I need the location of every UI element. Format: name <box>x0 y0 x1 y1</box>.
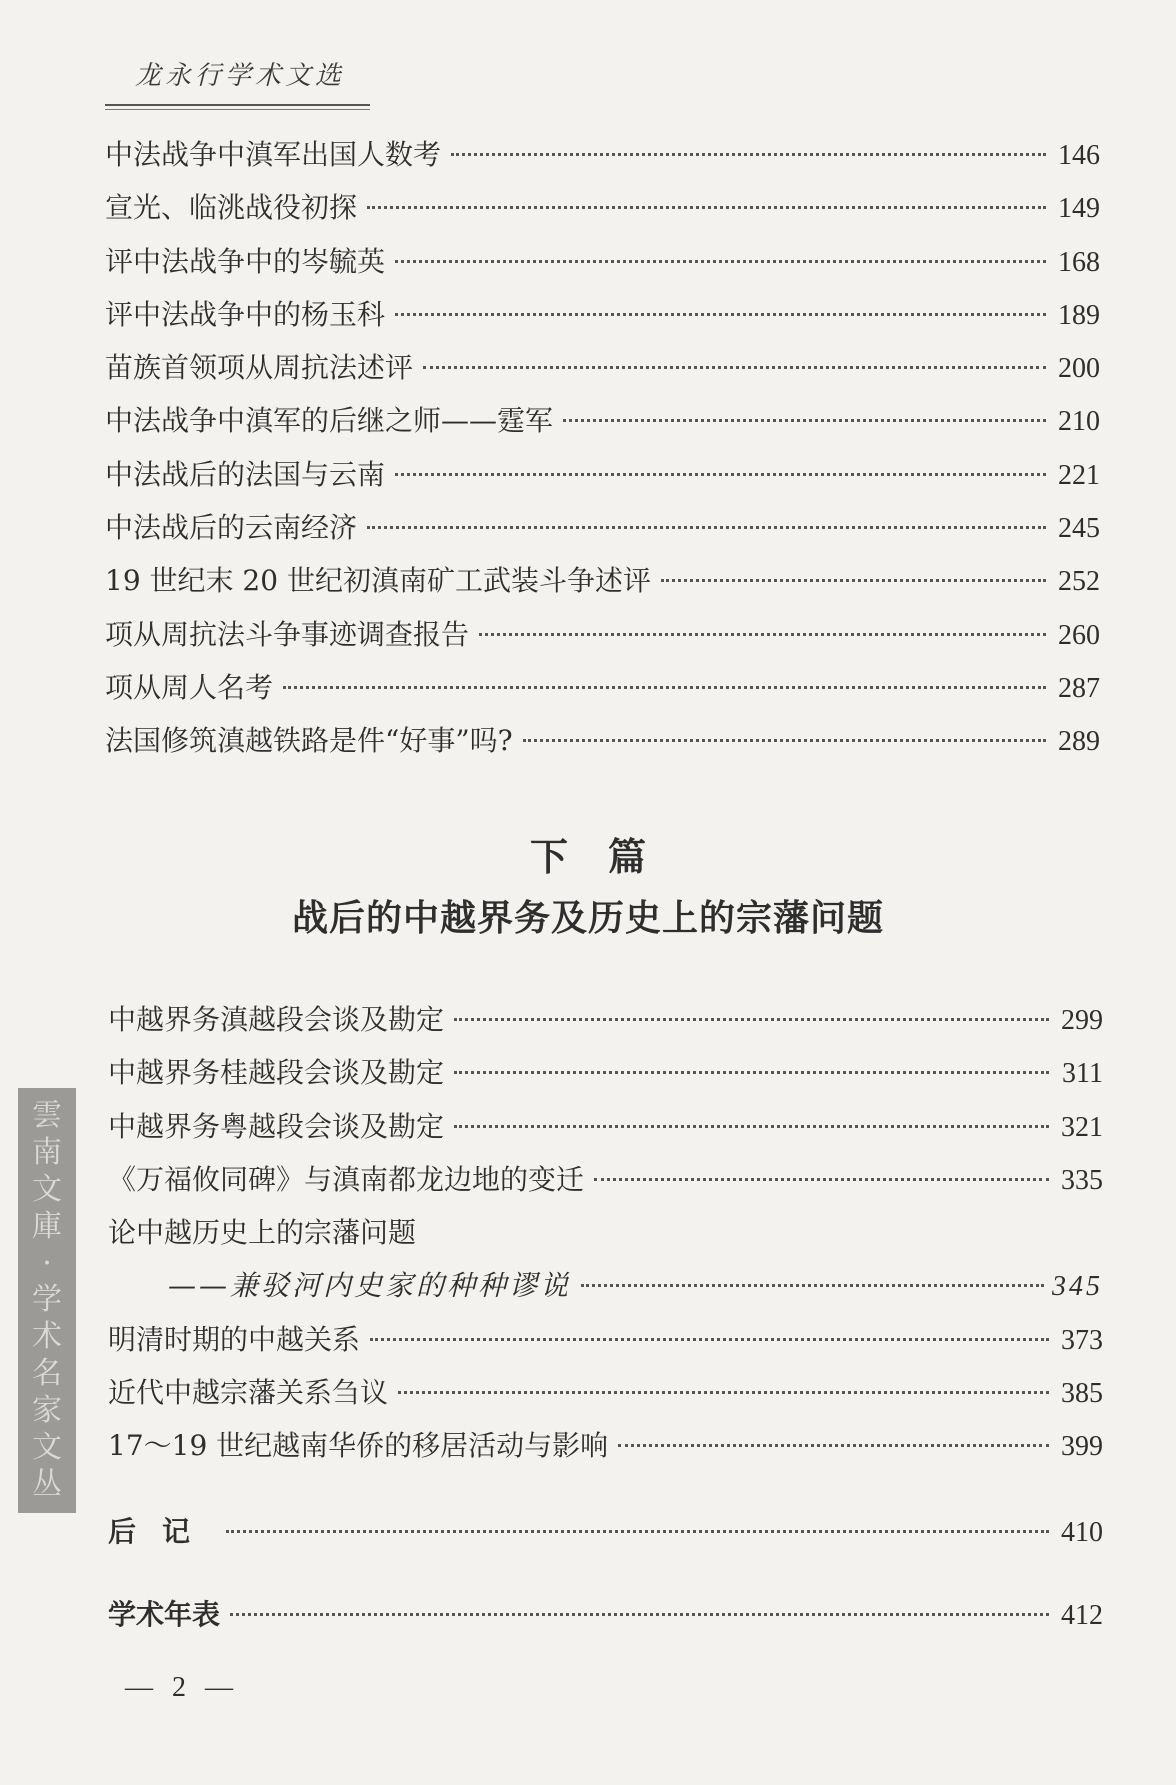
leader-dots <box>523 739 1046 742</box>
toc-entry[interactable] <box>105 448 1100 501</box>
toc-entry-title: 苗族首领项从周抗法述评 <box>105 351 414 385</box>
running-header-title: 龙永行学术文选 <box>135 61 346 91</box>
toc-entry-page: 260 <box>1058 619 1100 651</box>
toc-entry[interactable] <box>105 181 1100 234</box>
leader-dots <box>423 366 1046 369</box>
toc-entry[interactable] <box>108 1588 1103 1641</box>
toc-entry[interactable] <box>108 1505 1103 1558</box>
toc-entry-page: 168 <box>1058 246 1100 278</box>
backmatter-chronology <box>108 1588 1103 1641</box>
toc-entry-page: 335 <box>1061 1164 1103 1196</box>
toc-entry[interactable] <box>105 288 1100 341</box>
toc-entry-page: 287 <box>1058 672 1100 704</box>
leader-dots <box>454 1018 1049 1021</box>
toc-entry-page: 345 <box>1052 1271 1103 1303</box>
leader-dots <box>454 1071 1049 1074</box>
leader-dots <box>618 1444 1049 1447</box>
header-rule <box>105 104 370 106</box>
side-label-char: 术 <box>32 1319 62 1355</box>
side-label-char: 南 <box>32 1135 62 1171</box>
toc-entry-title: 中越界务桂越段会谈及勘定 <box>108 1056 445 1090</box>
toc-entry-page: 252 <box>1058 566 1100 598</box>
toc-entry[interactable] <box>108 1419 1103 1472</box>
toc-entry[interactable] <box>108 1100 1103 1153</box>
toc-list-lower <box>108 993 1103 1473</box>
toc-entry[interactable] <box>108 1206 1103 1259</box>
series-side-label <box>18 1088 76 1513</box>
toc-entry-page: 221 <box>1058 459 1100 491</box>
toc-entry-title: 19 世纪末 20 世纪初滇南矿工武装斗争述评 <box>105 564 651 598</box>
leader-dots <box>479 633 1046 636</box>
leader-dots <box>367 526 1046 529</box>
toc-entry[interactable] <box>105 394 1100 447</box>
toc-entry[interactable] <box>105 554 1100 607</box>
side-label-char: 庫 <box>32 1208 62 1244</box>
toc-entry-title: 中法战争中滇军出国人数考 <box>105 138 442 171</box>
leader-dots <box>230 1613 1049 1616</box>
leader-dots <box>395 313 1046 316</box>
leader-dots <box>226 1530 1049 1533</box>
side-label-char: · <box>42 1245 52 1281</box>
toc-entry[interactable] <box>105 341 1100 394</box>
toc-entry-title: 17～19 世纪越南华侨的移居活动与影响 <box>108 1429 609 1463</box>
toc-entry-title: 中越界务粤越段会谈及勘定 <box>108 1109 445 1143</box>
part-title: 下篇 <box>529 835 686 879</box>
toc-entry-title: 近代中越宗藩关系刍议 <box>108 1376 389 1410</box>
side-label-char: 名 <box>32 1356 62 1392</box>
toc-entry-title: 评中法战争中的杨玉科 <box>105 297 386 331</box>
running-header <box>105 55 370 110</box>
toc-entry[interactable] <box>108 1366 1103 1419</box>
part-subtitle: 战后的中越界务及历史上的宗藩问题 <box>291 898 884 939</box>
toc-entry-title: 法国修筑滇越铁路是件“好事”吗? <box>105 724 513 758</box>
side-label-char: 丛 <box>32 1466 62 1502</box>
side-label-char: 文 <box>32 1429 62 1465</box>
toc-entry-page: 410 <box>1061 1517 1103 1548</box>
backmatter-afterword <box>108 1505 1103 1558</box>
leader-dots <box>367 206 1046 209</box>
side-label-char: 雲 <box>32 1098 62 1134</box>
toc-entry[interactable] <box>105 661 1100 714</box>
leader-dots <box>398 1391 1049 1394</box>
toc-entry-page: 189 <box>1058 299 1100 331</box>
leader-dots <box>563 419 1046 422</box>
toc-entry-page: 289 <box>1058 726 1100 758</box>
toc-entry[interactable] <box>105 608 1100 661</box>
header-rule <box>105 109 370 110</box>
toc-entry[interactable] <box>105 714 1100 767</box>
toc-entry[interactable] <box>105 235 1100 288</box>
toc-entry-page: 311 <box>1062 1058 1103 1090</box>
side-label-char: 学 <box>32 1282 62 1318</box>
leader-dots <box>454 1125 1049 1128</box>
toc-entry[interactable] <box>105 501 1100 554</box>
toc-entry-page: 245 <box>1058 513 1100 545</box>
toc-entry[interactable] <box>108 1313 1103 1366</box>
toc-entry-page: 412 <box>1061 1600 1103 1631</box>
toc-entry[interactable] <box>108 1153 1103 1206</box>
toc-entry-title: 论中越历史上的宗藩问题 <box>108 1216 417 1250</box>
toc-entry-page: 149 <box>1058 193 1100 225</box>
toc-entry-title: ——兼驳河内史家的种种谬说 <box>168 1269 572 1303</box>
toc-entry-page: 321 <box>1061 1111 1103 1143</box>
toc-entry-title: 明清时期的中越关系 <box>108 1322 361 1356</box>
toc-entry-page: 399 <box>1061 1431 1103 1463</box>
leader-dots <box>395 260 1046 263</box>
toc-entry-title: 项从周抗法斗争事迹调查报告 <box>105 617 470 651</box>
leader-dots <box>451 153 1046 156</box>
toc-entry-page: 385 <box>1061 1378 1103 1410</box>
toc-entry[interactable] <box>108 1046 1103 1099</box>
toc-entry[interactable] <box>105 128 1100 181</box>
toc-entry-page: 146 <box>1058 140 1100 171</box>
toc-entry-page: 210 <box>1058 406 1100 438</box>
leader-dots <box>661 579 1046 582</box>
toc-entry-title: 宣光、临洮战役初探 <box>105 191 358 225</box>
page-number: — 2 — <box>125 1672 239 1703</box>
toc-entry-page: 373 <box>1061 1324 1103 1356</box>
toc-entry-page: 299 <box>1061 1005 1103 1036</box>
leader-dots <box>594 1178 1049 1181</box>
toc-list-upper <box>105 128 1100 768</box>
toc-entry-page: 200 <box>1058 353 1100 385</box>
toc-entry-title: 后记 <box>108 1515 217 1548</box>
leader-dots <box>370 1338 1049 1341</box>
toc-entry-title: 项从周人名考 <box>105 670 274 704</box>
toc-entry-title: 中法战后的云南经济 <box>105 511 358 545</box>
leader-dots <box>581 1284 1044 1287</box>
toc-entry-title: 学术年表 <box>108 1598 221 1631</box>
leader-dots <box>395 473 1046 476</box>
leader-dots <box>283 686 1046 689</box>
toc-entry[interactable] <box>108 993 1103 1046</box>
toc-entry-title: 《万福攸同碑》与滇南都龙边地的变迁 <box>108 1162 585 1196</box>
toc-entry-title: 中越界务滇越段会谈及勘定 <box>108 1003 445 1036</box>
toc-entry-title: 中法战后的法国与云南 <box>105 457 386 491</box>
side-label-char: 家 <box>32 1392 62 1428</box>
toc-entry-title: 评中法战争中的岑毓英 <box>105 244 386 278</box>
toc-entry-title: 中法战争中滇军的后继之师——霆军 <box>105 404 554 438</box>
toc-entry-subtitle[interactable] <box>108 1259 1103 1312</box>
side-label-char: 文 <box>32 1172 62 1208</box>
